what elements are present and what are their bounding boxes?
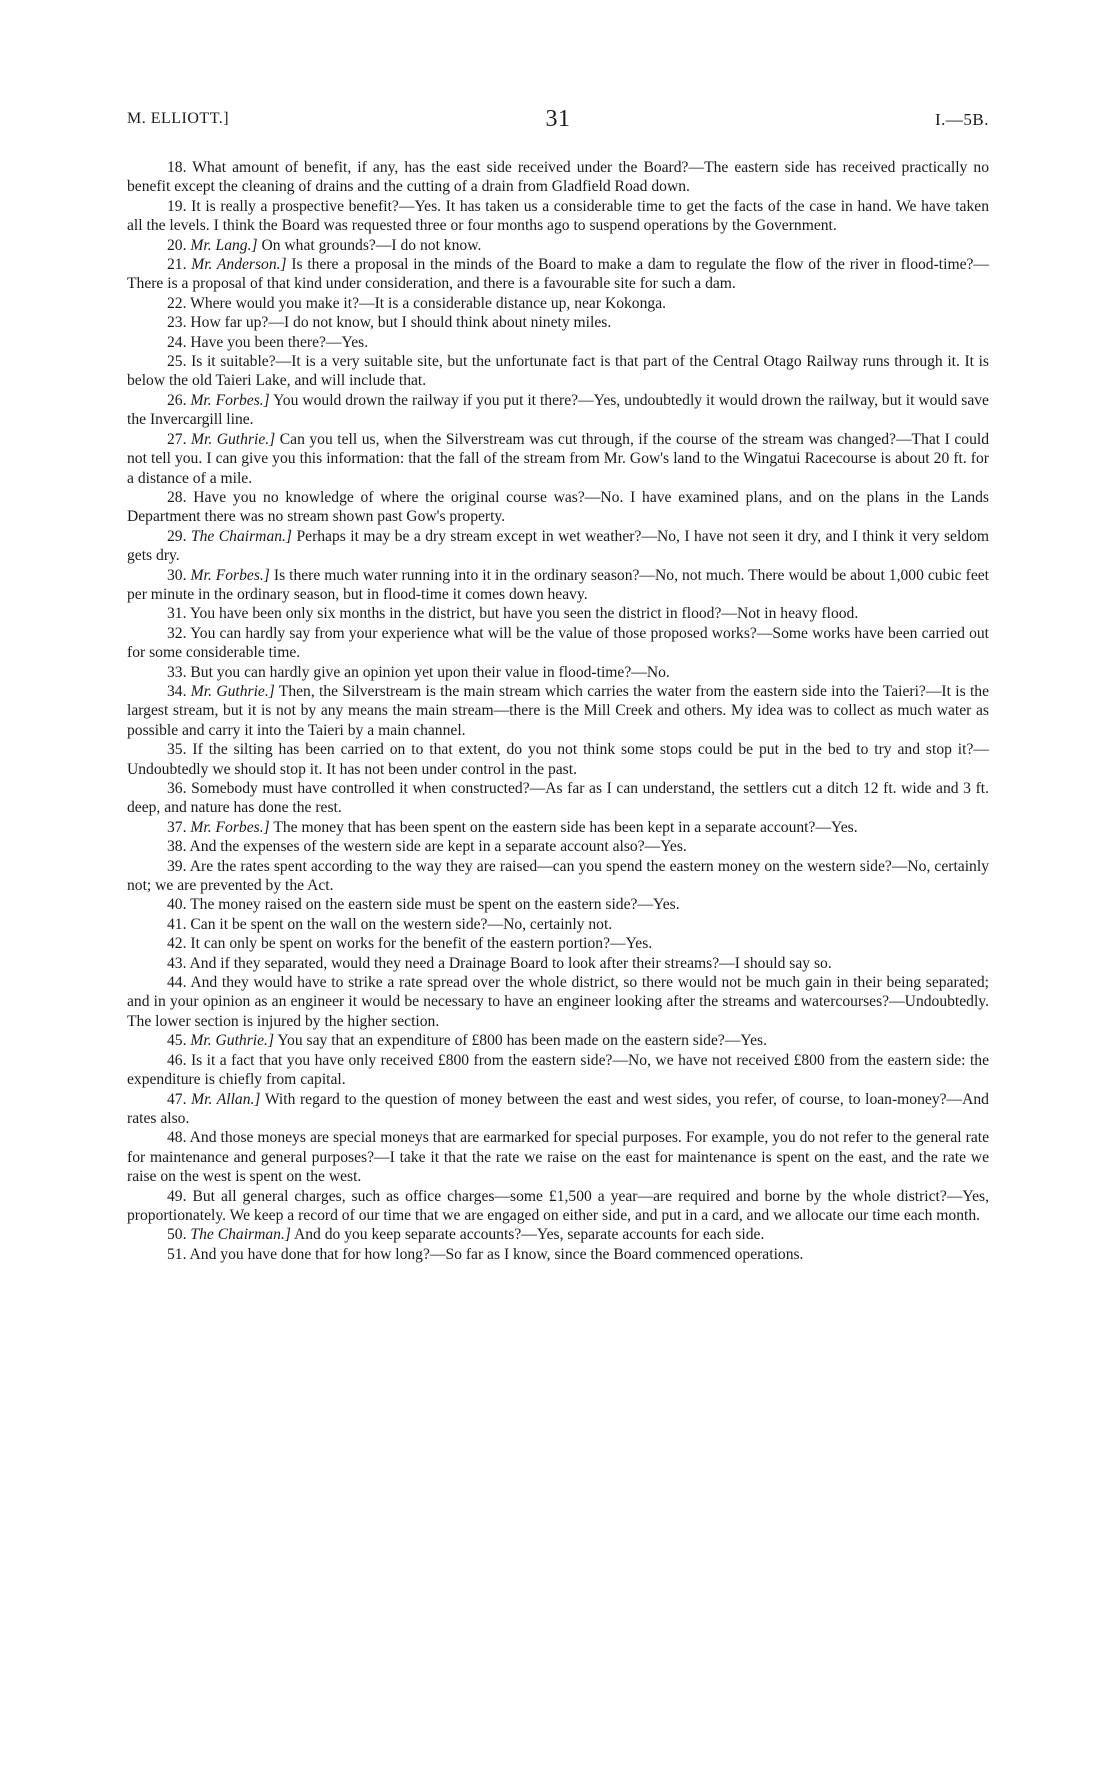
- question-answer-text: Where would you make it?—It is a considerable distance up, near Kokonga.: [190, 294, 667, 312]
- question-number: 31.: [167, 605, 187, 623]
- testimony-paragraph: [127, 915, 989, 934]
- question-number: 35.: [167, 741, 187, 759]
- question-number: 33.: [167, 663, 187, 681]
- question-number: 42.: [167, 935, 187, 953]
- question-answer-text: But you can hardly give an opinion yet upon their value in flood-time?—No.: [190, 663, 670, 681]
- testimony-paragraph: [127, 1225, 989, 1244]
- speaker-name: Mr. Forbes.]: [190, 818, 270, 836]
- testimony-paragraph: [127, 1051, 989, 1090]
- question-answer-text: The money raised on the eastern side must be spent on the eastern side?—Yes.: [190, 896, 680, 914]
- question-answer-text: You can hardly say from your experience what will be the value of those proposed works?—Some works have been carried out for some considerable time.: [127, 624, 989, 662]
- testimony-paragraph: [127, 236, 989, 255]
- question-number: 34.: [167, 682, 187, 700]
- question-number: 22.: [167, 294, 187, 312]
- testimony-body: [127, 158, 989, 1264]
- question-answer-text: And those moneys are special moneys that are earmarked for special purposes. For example, you do not refer to the general rate for maintenance and general purposes?—I take it that the rate we raise on the east for maintenance is spent on the east, and the rate we raise on the west is spent on the west.: [127, 1129, 990, 1186]
- testimony-paragraph: [127, 391, 989, 430]
- testimony-paragraph: [127, 488, 989, 527]
- speaker-name: Mr. Forbes.]: [190, 566, 270, 584]
- question-answer-text: On what grounds?—I do not know.: [261, 236, 482, 254]
- question-number: 51.: [167, 1245, 187, 1263]
- question-number: 25.: [167, 353, 187, 371]
- question-answer-text: And do you keep separate accounts?—Yes, separate accounts for each side.: [293, 1226, 765, 1244]
- question-number: 49.: [167, 1187, 187, 1205]
- page-number: 31: [545, 106, 571, 132]
- question-answer-text: Somebody must have controlled it when constructed?—As far as I can understand, the settlers cut a ditch 12 ft. wide and 3 ft. deep, and nature has done the rest.: [127, 780, 989, 817]
- question-answer-text: Then, the Silverstream is the main stream which carries the water from the eastern side into the Taieri?—It is the largest stream, but it is not by any means the main stream—there is the Mill Creek and others. My idea was to collect as much water as possible and carry it into the Taieri by a main channel.: [127, 682, 989, 739]
- question-number: 21.: [167, 256, 187, 274]
- question-answer-text: Perhaps it may be a dry stream except in wet weather?—No, I have not seen it dry, and I think it very seldom gets dry.: [127, 527, 990, 565]
- question-number: 18.: [167, 159, 187, 176]
- question-answer-text: You have been only six months in the district, but have you seen the district in flood?—Not in heavy flood.: [189, 605, 859, 623]
- question-number: 50.: [167, 1226, 187, 1244]
- testimony-paragraph: [127, 197, 989, 236]
- question-number: 24.: [167, 333, 187, 351]
- question-answer-text: What amount of benefit, if any, has the east side received under the Board?—The eastern side has received practically no benefit except the cleaning of drains and the cutting of a drain from Gladfield Road down.: [127, 159, 989, 196]
- question-answer-text: It is really a prospective benefit?—Yes. It has taken us a considerable time to get the facts of the case in hand. We have taken all the levels. I think the Board was requested three or four months ago to suspend operations by the Government.: [127, 197, 989, 235]
- question-number: 27.: [167, 430, 187, 448]
- testimony-paragraph: [127, 973, 989, 1031]
- page-header: [127, 106, 989, 134]
- testimony-paragraph: [127, 779, 989, 818]
- question-number: 28.: [167, 488, 187, 506]
- question-answer-text: And the expenses of the western side are kept in a separate account also?—Yes.: [189, 838, 687, 856]
- question-number: 38.: [167, 838, 187, 856]
- question-number: 43.: [167, 954, 187, 972]
- question-number: 41.: [167, 915, 187, 933]
- testimony-paragraph: [127, 663, 989, 682]
- speaker-name: The Chairman.]: [190, 1226, 291, 1244]
- question-answer-text: The money that has been spent on the eastern side has been kept in a separate account?—Yes.: [273, 818, 858, 836]
- testimony-paragraph: [127, 430, 989, 488]
- testimony-paragraph: [127, 682, 989, 740]
- question-answer-text: Are the rates spent according to the way they are raised—can you spend the eastern money on the western side?—No, certainly not; we are prevented by the Act.: [127, 857, 989, 895]
- testimony-paragraph: [127, 255, 989, 294]
- testimony-paragraph: [127, 566, 989, 605]
- testimony-paragraph: [127, 604, 989, 623]
- speaker-name: Mr. Lang.]: [190, 236, 258, 254]
- witness-name: M. ELLIOTT.]: [127, 110, 230, 127]
- question-number: 32.: [167, 624, 187, 642]
- question-answer-text: How far up?—I do not know, but I should think about ninety miles.: [190, 314, 612, 332]
- testimony-paragraph: [127, 352, 989, 391]
- question-number: 44.: [167, 974, 187, 992]
- testimony-paragraph: [127, 1128, 989, 1186]
- document-reference: I.—5B.: [935, 110, 989, 129]
- question-number: 19.: [167, 197, 187, 215]
- speaker-name: Mr. Anderson.]: [191, 256, 287, 274]
- speaker-name: Mr. Guthrie.]: [191, 430, 276, 448]
- question-number: 46.: [167, 1051, 187, 1069]
- testimony-paragraph: [127, 740, 989, 779]
- question-answer-text: Is it suitable?—It is a very suitable site, but the unfortunate fact is that part of the Central Otago Railway runs through it. It is below the old Taieri Lake, and will include that.: [127, 353, 989, 390]
- testimony-paragraph: [127, 934, 989, 953]
- question-number: 39.: [167, 857, 187, 875]
- testimony-paragraph: [127, 857, 989, 896]
- question-answer-text: Have you been there?—Yes.: [190, 333, 369, 351]
- question-answer-text: Is there a proposal in the minds of the Board to make a dam to regulate the flow of the river in flood-time?—There is a proposal of that kind under consideration, and there is a favourable site for such a dam.: [127, 256, 990, 293]
- question-answer-text: You say that an expenditure of £800 has been made on the eastern side?—Yes.: [277, 1032, 767, 1050]
- question-answer-text: Is there much water running into it in the ordinary season?—No, not much. There would be about 1,000 cubic feet per minute in the ordinary season, but in flood-time it comes down heavy.: [127, 566, 989, 603]
- testimony-paragraph: [127, 624, 989, 663]
- speaker-name: Mr. Forbes.]: [190, 391, 270, 409]
- testimony-paragraph: [127, 954, 989, 973]
- question-number: 40.: [167, 896, 187, 914]
- question-number: 26.: [167, 391, 187, 409]
- question-answer-text: But all general charges, such as office charges—some £1,500 a year—are required and borne by the whole district?—Yes, proportionately. We keep a record of our time that we are engaged on either side, and put in a card, and we allocate our time each month.: [127, 1187, 989, 1224]
- question-number: 23.: [167, 314, 187, 332]
- speaker-name: Mr. Guthrie.]: [190, 682, 275, 700]
- testimony-paragraph: [127, 1245, 989, 1264]
- question-number: 47.: [167, 1090, 187, 1108]
- question-number: 37.: [167, 818, 187, 836]
- question-number: 36.: [167, 780, 187, 797]
- question-answer-text: With regard to the question of money between the east and west sides, you refer, of course, to loan-money?—And rates also.: [127, 1090, 989, 1127]
- testimony-paragraph: [127, 1187, 989, 1226]
- testimony-paragraph: [127, 818, 989, 837]
- testimony-paragraph: [127, 1090, 989, 1129]
- speaker-name: Mr. Allan.]: [191, 1090, 261, 1108]
- question-answer-text: Is it a fact that you have only received £800 from the eastern side?—No, we have not received £800 from the eastern side: the expenditure is chiefly from capital.: [127, 1051, 989, 1089]
- question-number: 48.: [167, 1129, 187, 1147]
- question-answer-text: Have you no knowledge of where the original course was?—No. I have examined plans, and on the plans in the Lands Department there was no stream shown past Gow's property.: [127, 488, 989, 526]
- question-answer-text: Can it be spent on the wall on the western side?—No, certainly not.: [190, 915, 613, 933]
- question-answer-text: And they would have to strike a rate spread over the whole district, so there would not be much gain in their being separated; and in your opinion as an engineer it would be necessary to have an engineer looking after the streams and watercourses?—Undoubtedly. The lower section is injured by the higher section.: [127, 974, 989, 1030]
- question-number: 29.: [167, 527, 187, 545]
- question-answer-text: Can you tell us, when the Silverstream was cut through, if the course of the stream was changed?—That I could not tell you. I can give you this information: that the fall of the stream from Mr. Gow's land to the Wingatui Racecourse is about 20 ft. for a distance of a mile.: [127, 430, 989, 487]
- question-answer-text: You would drown the railway if you put it there?—Yes, undoubtedly it would drown the railway, but it would save the Invercargill line.: [127, 391, 989, 429]
- question-answer-text: And if they separated, would they need a Drainage Board to look after their streams?—I should say so.: [189, 954, 832, 972]
- speaker-name: Mr. Guthrie.]: [190, 1032, 275, 1050]
- testimony-paragraph: [127, 527, 989, 566]
- question-number: 45.: [167, 1032, 187, 1050]
- testimony-paragraph: [127, 895, 989, 914]
- testimony-paragraph: [127, 837, 989, 856]
- question-number: 20.: [167, 236, 187, 254]
- speaker-name: The Chairman.]: [190, 527, 293, 545]
- testimony-paragraph: [127, 294, 989, 313]
- testimony-paragraph: [127, 313, 989, 332]
- testimony-paragraph: [127, 158, 989, 197]
- question-answer-text: It can only be spent on works for the benefit of the eastern portion?—Yes.: [190, 935, 653, 953]
- question-answer-text: If the silting has been carried on to that extent, do you not think some stops could be put in the bed to try and stop it?—Undoubtedly we should stop it. It has not been under control in the past.: [127, 741, 989, 778]
- question-number: 30.: [167, 566, 187, 584]
- testimony-paragraph: [127, 333, 989, 352]
- testimony-paragraph: [127, 1031, 989, 1050]
- question-answer-text: And you have done that for how long?—So far as I know, since the Board commenced operations.: [189, 1245, 804, 1263]
